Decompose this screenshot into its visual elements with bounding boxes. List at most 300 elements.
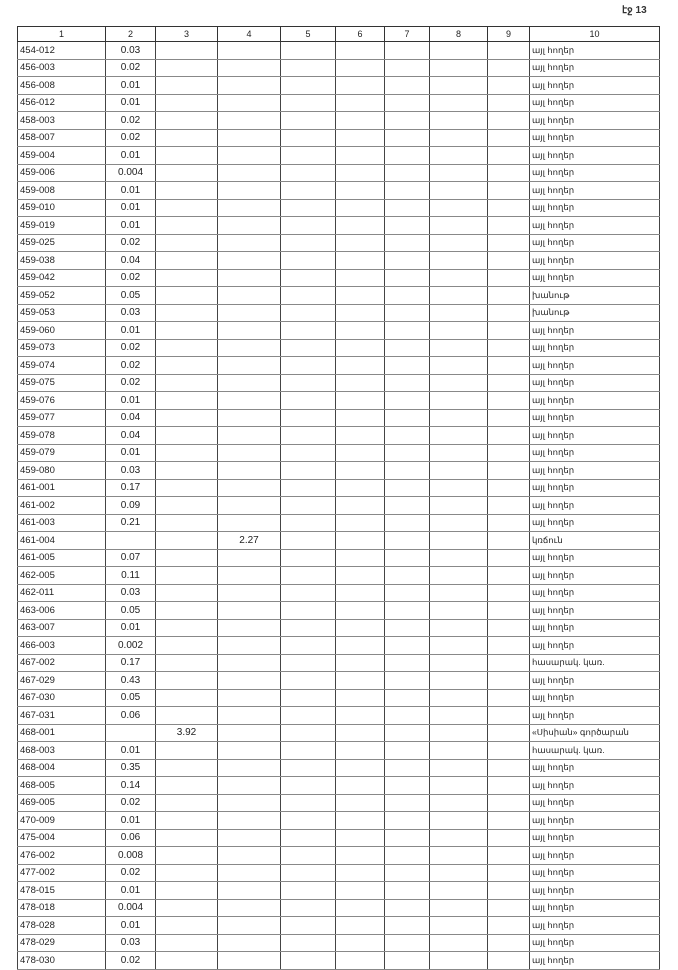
column-3-cell (156, 882, 218, 900)
area-cell (106, 532, 156, 550)
column-9-cell (488, 322, 530, 340)
column-8-cell (430, 462, 488, 480)
column-6-cell (336, 759, 385, 777)
land-use-cell: այլ հողեր (530, 602, 660, 620)
column-6-cell (336, 147, 385, 165)
column-4-cell (218, 304, 281, 322)
column-6-cell (336, 619, 385, 637)
column-5-cell (281, 514, 336, 532)
column-4-cell (218, 864, 281, 882)
table-row (18, 374, 660, 392)
column-7-cell (385, 339, 430, 357)
column-8-cell (430, 864, 488, 882)
column-9-cell (488, 602, 530, 620)
column-9-cell (488, 112, 530, 130)
column-8-cell (430, 794, 488, 812)
table-row (18, 357, 660, 375)
column-9-cell (488, 339, 530, 357)
area-cell: 0.03 (106, 584, 156, 602)
column-7-cell (385, 112, 430, 130)
land-use-cell: այլ հողեր (530, 584, 660, 602)
column-3-cell: 3.92 (156, 724, 218, 742)
table-row (18, 882, 660, 900)
column-7-cell (385, 777, 430, 795)
column-3-cell (156, 112, 218, 130)
area-cell: 0.02 (106, 234, 156, 252)
column-9-cell (488, 514, 530, 532)
column-7-cell (385, 199, 430, 217)
column-3-cell (156, 777, 218, 795)
column-8-cell (430, 42, 488, 60)
column-7-cell (385, 882, 430, 900)
column-8-cell (430, 77, 488, 95)
land-use-cell: այլ հողեր (530, 812, 660, 830)
column-4-cell (218, 619, 281, 637)
column-7-cell (385, 724, 430, 742)
area-cell: 0.05 (106, 287, 156, 305)
column-8-cell (430, 409, 488, 427)
land-use-cell: այլ հողեր (530, 392, 660, 410)
land-use-cell: հասարակ. կառ. (530, 654, 660, 672)
area-cell: 0.05 (106, 602, 156, 620)
column-7-cell (385, 689, 430, 707)
column-6-cell (336, 847, 385, 865)
area-cell: 0.01 (106, 742, 156, 760)
column-7-cell (385, 77, 430, 95)
parcel-code-cell: 467-029 (18, 672, 106, 690)
column-5-cell (281, 637, 336, 655)
parcel-code-cell: 468-005 (18, 777, 106, 795)
column-5-cell (281, 42, 336, 60)
column-8-cell (430, 847, 488, 865)
column-4-cell (218, 112, 281, 130)
land-use-cell: այլ հողեր (530, 234, 660, 252)
column-7-cell (385, 707, 430, 725)
column-3-cell (156, 59, 218, 77)
column-6-cell (336, 584, 385, 602)
parcel-code-cell: 467-031 (18, 707, 106, 725)
table-row (18, 812, 660, 830)
column-4-cell (218, 199, 281, 217)
column-5-cell (281, 777, 336, 795)
land-use-cell: այլ հողեր (530, 94, 660, 112)
table-row (18, 602, 660, 620)
area-cell: 0.01 (106, 812, 156, 830)
table-row (18, 864, 660, 882)
area-cell: 0.01 (106, 77, 156, 95)
column-4-cell (218, 602, 281, 620)
column-8-cell (430, 549, 488, 567)
column-7-cell (385, 59, 430, 77)
column-8-cell (430, 689, 488, 707)
area-cell: 0.14 (106, 777, 156, 795)
column-6-cell (336, 287, 385, 305)
column-9-cell (488, 94, 530, 112)
column-6-cell (336, 532, 385, 550)
column-7-cell (385, 479, 430, 497)
parcel-code-cell: 461-002 (18, 497, 106, 515)
parcel-code-cell: 454-012 (18, 42, 106, 60)
column-3-cell (156, 129, 218, 147)
area-cell: 0.07 (106, 549, 156, 567)
column-8-cell (430, 637, 488, 655)
column-9-cell (488, 444, 530, 462)
column-9-cell (488, 479, 530, 497)
parcel-code-cell: 463-006 (18, 602, 106, 620)
column-6-cell (336, 794, 385, 812)
column-7-cell (385, 567, 430, 585)
column-header-4: 4 (218, 27, 281, 42)
column-5-cell (281, 59, 336, 77)
table-row (18, 724, 660, 742)
column-8-cell (430, 829, 488, 847)
column-6-cell (336, 549, 385, 567)
column-7-cell (385, 217, 430, 235)
column-7-cell (385, 147, 430, 165)
parcel-code-cell: 469-005 (18, 794, 106, 812)
land-use-cell: այլ հողեր (530, 479, 660, 497)
column-8-cell (430, 882, 488, 900)
column-7-cell (385, 514, 430, 532)
area-cell: 0.02 (106, 952, 156, 970)
column-6-cell (336, 217, 385, 235)
area-cell: 0.11 (106, 567, 156, 585)
column-4-cell (218, 917, 281, 935)
column-8-cell (430, 654, 488, 672)
column-9-cell (488, 392, 530, 410)
parcel-code-cell: 461-003 (18, 514, 106, 532)
parcel-code-cell: 467-030 (18, 689, 106, 707)
parcel-code-cell: 456-003 (18, 59, 106, 77)
column-4-cell (218, 672, 281, 690)
land-use-cell: «Սիսիան» գործարան (530, 724, 660, 742)
column-3-cell (156, 602, 218, 620)
column-9-cell (488, 567, 530, 585)
column-9-cell (488, 532, 530, 550)
column-8-cell (430, 777, 488, 795)
column-header-2: 2 (106, 27, 156, 42)
table-row (18, 322, 660, 340)
column-5-cell (281, 182, 336, 200)
column-6-cell (336, 899, 385, 917)
column-8-cell (430, 584, 488, 602)
column-4-cell (218, 409, 281, 427)
parcel-code-cell: 462-011 (18, 584, 106, 602)
table-row (18, 899, 660, 917)
column-6-cell (336, 77, 385, 95)
column-4-cell (218, 164, 281, 182)
column-5-cell (281, 742, 336, 760)
column-7-cell (385, 357, 430, 375)
column-7-cell (385, 164, 430, 182)
column-5-cell (281, 864, 336, 882)
column-9-cell (488, 357, 530, 375)
column-7-cell (385, 269, 430, 287)
column-9-cell (488, 934, 530, 952)
table-row (18, 952, 660, 970)
parcel-code-cell: 470-009 (18, 812, 106, 830)
column-5-cell (281, 672, 336, 690)
column-3-cell (156, 269, 218, 287)
parcel-code-cell: 456-012 (18, 94, 106, 112)
column-5-cell (281, 462, 336, 480)
column-6-cell (336, 777, 385, 795)
column-5-cell (281, 392, 336, 410)
column-8-cell (430, 724, 488, 742)
parcel-code-cell: 478-028 (18, 917, 106, 935)
parcel-code-cell: 458-003 (18, 112, 106, 130)
table-row (18, 462, 660, 480)
land-use-cell: այլ հողեր (530, 497, 660, 515)
column-8-cell (430, 917, 488, 935)
column-3-cell (156, 479, 218, 497)
column-5-cell (281, 374, 336, 392)
column-5-cell (281, 409, 336, 427)
parcel-code-cell: 459-079 (18, 444, 106, 462)
table-row (18, 707, 660, 725)
column-6-cell (336, 252, 385, 270)
column-8-cell (430, 357, 488, 375)
column-4-cell (218, 182, 281, 200)
column-4-cell (218, 952, 281, 970)
land-use-cell: այլ հողեր (530, 77, 660, 95)
column-5-cell (281, 357, 336, 375)
column-3-cell (156, 357, 218, 375)
column-8-cell (430, 269, 488, 287)
column-3-cell (156, 847, 218, 865)
column-4-cell (218, 42, 281, 60)
column-5-cell (281, 707, 336, 725)
column-4-cell (218, 514, 281, 532)
column-9-cell (488, 584, 530, 602)
column-9-cell (488, 77, 530, 95)
column-4-cell (218, 549, 281, 567)
column-6-cell (336, 602, 385, 620)
column-8-cell (430, 532, 488, 550)
table-row (18, 217, 660, 235)
area-cell: 0.04 (106, 409, 156, 427)
parcel-code-cell: 459-008 (18, 182, 106, 200)
column-3-cell (156, 637, 218, 655)
column-4-cell (218, 812, 281, 830)
table-row (18, 427, 660, 445)
column-5-cell (281, 234, 336, 252)
column-7-cell (385, 584, 430, 602)
column-7-cell (385, 462, 430, 480)
column-3-cell (156, 147, 218, 165)
column-3-cell (156, 899, 218, 917)
column-6-cell (336, 637, 385, 655)
column-4-cell (218, 584, 281, 602)
column-5-cell (281, 304, 336, 322)
parcel-code-cell: 468-003 (18, 742, 106, 760)
column-7-cell (385, 444, 430, 462)
table-row (18, 794, 660, 812)
parcel-code-cell: 459-025 (18, 234, 106, 252)
land-use-cell: հասարակ. կառ. (530, 742, 660, 760)
column-8-cell (430, 497, 488, 515)
column-4-cell (218, 392, 281, 410)
land-use-cell: այլ հողեր (530, 794, 660, 812)
table-row (18, 339, 660, 357)
column-7-cell (385, 899, 430, 917)
column-3-cell (156, 829, 218, 847)
column-4-cell: 2.27 (218, 532, 281, 550)
area-cell: 0.01 (106, 882, 156, 900)
table-body (18, 42, 660, 970)
column-5-cell (281, 794, 336, 812)
column-9-cell (488, 952, 530, 970)
area-cell: 0.004 (106, 899, 156, 917)
column-9-cell (488, 374, 530, 392)
table-row (18, 409, 660, 427)
area-cell: 0.35 (106, 759, 156, 777)
parcel-code-cell: 462-005 (18, 567, 106, 585)
column-3-cell (156, 584, 218, 602)
parcel-code-cell: 478-030 (18, 952, 106, 970)
column-7-cell (385, 812, 430, 830)
column-6-cell (336, 304, 385, 322)
column-header-8: 8 (430, 27, 488, 42)
area-cell: 0.02 (106, 112, 156, 130)
column-3-cell (156, 42, 218, 60)
area-cell: 0.01 (106, 94, 156, 112)
column-9-cell (488, 899, 530, 917)
column-7-cell (385, 42, 430, 60)
table-row (18, 497, 660, 515)
area-cell: 0.004 (106, 164, 156, 182)
column-9-cell (488, 794, 530, 812)
column-3-cell (156, 567, 218, 585)
land-use-cell: այլ հողեր (530, 112, 660, 130)
column-5-cell (281, 829, 336, 847)
column-8-cell (430, 164, 488, 182)
table-row (18, 444, 660, 462)
column-3-cell (156, 952, 218, 970)
land-use-cell: այլ հողեր (530, 129, 660, 147)
land-use-cell: այլ հողեր (530, 864, 660, 882)
table-row (18, 637, 660, 655)
parcel-code-cell: 459-053 (18, 304, 106, 322)
column-8-cell (430, 217, 488, 235)
column-3-cell (156, 514, 218, 532)
table-row (18, 129, 660, 147)
column-6-cell (336, 199, 385, 217)
column-5-cell (281, 759, 336, 777)
table-row (18, 514, 660, 532)
area-cell: 0.01 (106, 199, 156, 217)
column-6-cell (336, 567, 385, 585)
column-8-cell (430, 479, 488, 497)
parcel-code-cell: 459-073 (18, 339, 106, 357)
table-row (18, 199, 660, 217)
column-6-cell (336, 689, 385, 707)
column-6-cell (336, 829, 385, 847)
parcel-code-cell: 468-001 (18, 724, 106, 742)
parcel-code-cell: 459-042 (18, 269, 106, 287)
column-3-cell (156, 322, 218, 340)
column-5-cell (281, 619, 336, 637)
column-3-cell (156, 427, 218, 445)
column-4-cell (218, 147, 281, 165)
table-row (18, 269, 660, 287)
column-7-cell (385, 497, 430, 515)
land-use-cell: այլ հողեր (530, 147, 660, 165)
parcel-code-cell: 459-074 (18, 357, 106, 375)
column-7-cell (385, 619, 430, 637)
parcel-code-cell: 463-007 (18, 619, 106, 637)
column-8-cell (430, 182, 488, 200)
column-7-cell (385, 637, 430, 655)
land-use-cell: այլ հողեր (530, 322, 660, 340)
land-use-cell: այլ հողեր (530, 619, 660, 637)
column-5-cell (281, 654, 336, 672)
column-3-cell (156, 619, 218, 637)
column-4-cell (218, 724, 281, 742)
column-8-cell (430, 759, 488, 777)
column-3-cell (156, 864, 218, 882)
column-5-cell (281, 147, 336, 165)
column-9-cell (488, 409, 530, 427)
column-6-cell (336, 479, 385, 497)
column-9-cell (488, 287, 530, 305)
column-3-cell (156, 759, 218, 777)
column-3-cell (156, 199, 218, 217)
column-5-cell (281, 112, 336, 130)
table-row (18, 164, 660, 182)
parcel-code-cell: 459-010 (18, 199, 106, 217)
column-3-cell (156, 917, 218, 935)
column-8-cell (430, 514, 488, 532)
column-8-cell (430, 94, 488, 112)
column-7-cell (385, 252, 430, 270)
table-row (18, 77, 660, 95)
column-8-cell (430, 199, 488, 217)
column-5-cell (281, 479, 336, 497)
column-4-cell (218, 759, 281, 777)
column-3-cell (156, 234, 218, 252)
land-use-cell: այլ հողեր (530, 374, 660, 392)
page-number: էջ 13 (622, 5, 647, 16)
land-use-cell: այլ հողեր (530, 42, 660, 60)
land-use-cell: այլ հողեր (530, 339, 660, 357)
column-9-cell (488, 199, 530, 217)
column-3-cell (156, 339, 218, 357)
column-3-cell (156, 392, 218, 410)
column-5-cell (281, 584, 336, 602)
column-header-1: 1 (18, 27, 106, 42)
column-4-cell (218, 567, 281, 585)
column-5-cell (281, 322, 336, 340)
column-9-cell (488, 689, 530, 707)
column-7-cell (385, 934, 430, 952)
column-5-cell (281, 952, 336, 970)
land-use-cell: այլ հողեր (530, 829, 660, 847)
column-7-cell (385, 94, 430, 112)
parcel-code-cell: 466-003 (18, 637, 106, 655)
parcel-code-cell: 478-018 (18, 899, 106, 917)
column-7-cell (385, 847, 430, 865)
column-6-cell (336, 444, 385, 462)
land-use-cell: այլ հողեր (530, 759, 660, 777)
land-use-cell: այլ հողեր (530, 269, 660, 287)
column-8-cell (430, 567, 488, 585)
land-use-cell: այլ հողեր (530, 847, 660, 865)
column-8-cell (430, 934, 488, 952)
column-9-cell (488, 252, 530, 270)
column-3-cell (156, 934, 218, 952)
column-6-cell (336, 59, 385, 77)
